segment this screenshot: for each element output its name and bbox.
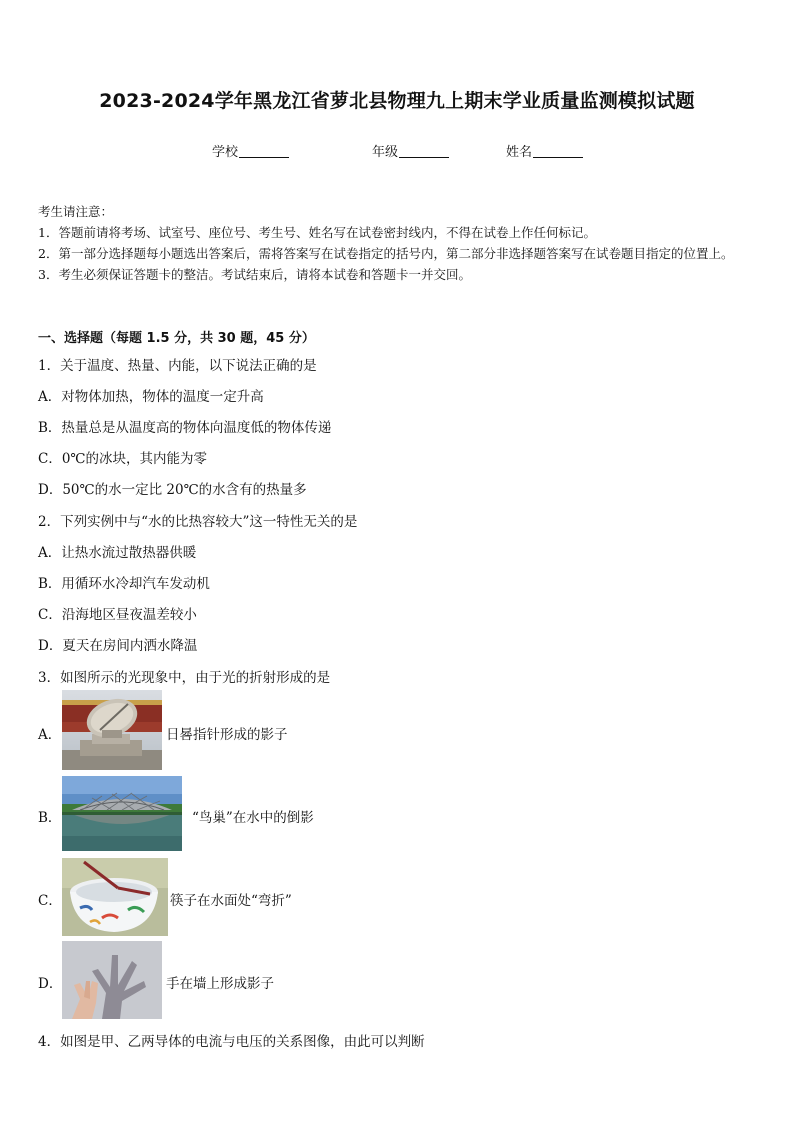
grade-field [372,141,449,160]
question-stem: 1．关于温度、热量、内能，以下说法正确的是 [38,358,317,374]
school-blank [239,145,289,158]
option-c-letter: C． [38,893,62,909]
option-d-letter: D． [38,976,63,992]
option-a-letter: A． [38,727,62,743]
school-label: 学校 [212,145,239,160]
grade-label: 年级 [372,145,399,160]
hand-shadow-photo-icon [62,941,162,1019]
grade-blank [399,145,449,158]
notice-item: 3．考生必须保证答题卡的整洁。考试结束后，请将本试卷和答题卡一并交回。 [38,267,471,282]
name-field [506,141,583,160]
notice-item: 1．答题前请将考场、试室号、座位号、考生号、姓名写在试卷密封线内，不得在试卷上作任何标记。 [38,225,596,240]
question-stem: 3．如图所示的光现象中，由于光的折射形成的是 [38,670,331,686]
option-c: C．沿海地区昼夜温差较小 [38,607,197,623]
birds-nest-photo-icon [62,776,182,851]
option-a-caption: 日晷指针形成的影子 [166,727,288,743]
option-b: B．热量总是从温度高的物体向温度低的物体传递 [38,420,332,436]
option-b-caption: “鸟巢”在水中的倒影 [192,810,314,826]
option-b-letter: B． [38,810,62,826]
option-d: D．夏天在房间内洒水降温 [38,638,198,654]
name-blank [533,145,583,158]
notice-block [38,201,758,285]
option-c: C．0℃的冰块，其内能为零 [38,451,208,467]
page-title: 2023-2024学年黑龙江省萝北县物理九上期末学业质量监测模拟试题 [99,90,695,112]
option-b: B．用循环水冷却汽车发动机 [38,576,210,592]
question-stem: 4．如图是甲、乙两导体的电流与电压的关系图像，由此可以判断 [38,1034,425,1050]
option-a: A．对物体加热，物体的温度一定升高 [38,389,264,405]
question-stem: 2．下列实例中与“水的比热容较大”这一特性无关的是 [38,514,358,530]
name-label: 姓名 [506,145,533,160]
sundial-photo-icon [62,690,162,770]
section-heading: 一、选择题（每题 1.5 分，共 30 题，45 分） [38,331,315,346]
notice-heading: 考生请注意： [38,204,114,219]
option-d: D．50℃的水一定比 20℃的水含有的热量多 [38,482,307,498]
school-field [212,141,289,160]
chopsticks-bowl-photo-icon [62,858,168,936]
option-c-caption: 筷子在水面处“弯折” [170,893,292,909]
option-d-caption: 手在墙上形成影子 [166,976,274,992]
notice-item: 2．第一部分选择题每小题选出答案后，需将答案写在试卷指定的括号内，第二部分非选择题答案写在试卷题目指定的位置上。 [38,246,734,261]
option-a: A．让热水流过散热器供暖 [38,545,197,561]
